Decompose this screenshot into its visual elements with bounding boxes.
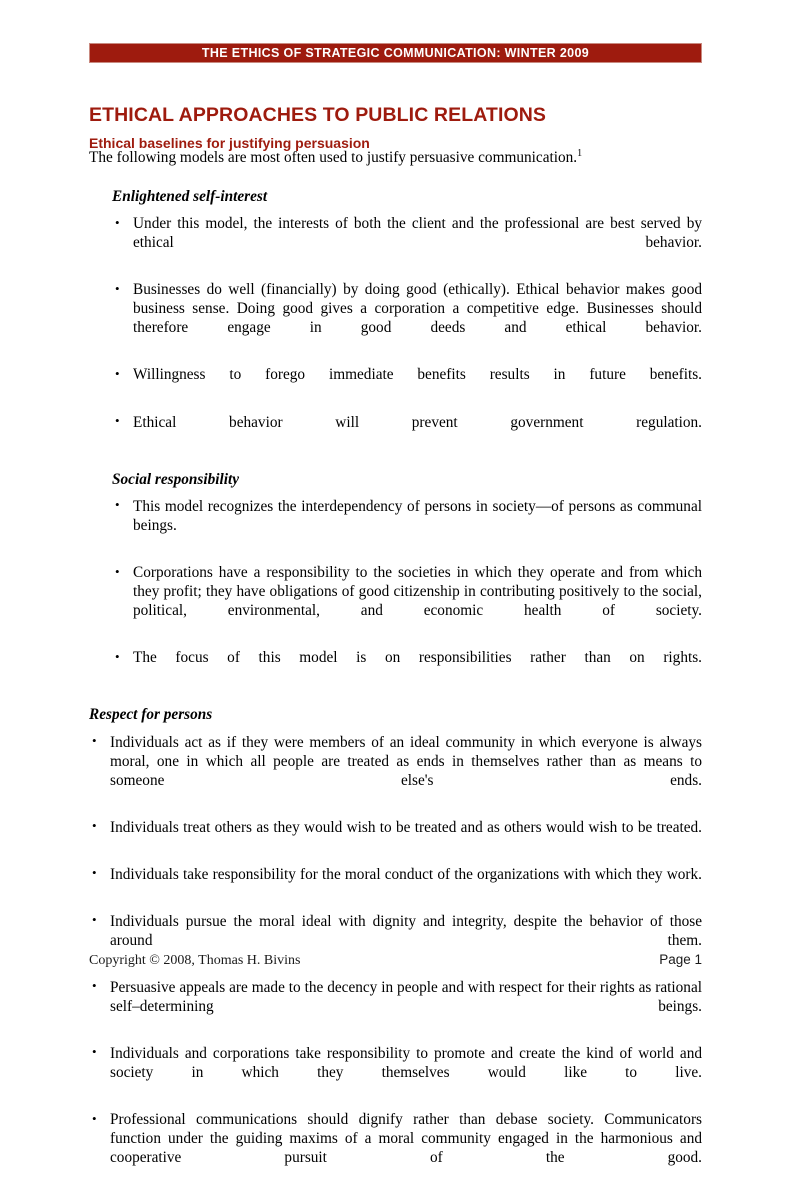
section: [89, 188, 702, 451]
list-item: • Individuals treat others as they would wish to be treated and as others would wish to be treated.: [89, 818, 702, 856]
list-item: • Willingness to forego immediate benefits results in future benefits.: [112, 365, 702, 403]
section-heading: Social responsibility: [112, 470, 240, 488]
list-item: • Professional communications should dignify rather than debase society. Communicators function under the guiding maxims of a moral community engaged in the harmonious and cooperative pursuit of the good.: [89, 1110, 702, 1186]
section-heading: Respect for persons: [89, 706, 213, 724]
list-item: • Individuals take responsibility for the moral conduct of the organizations with which they work.: [89, 865, 702, 903]
section: [89, 471, 702, 687]
bullet-list: [112, 497, 702, 686]
footnote-marker: 1: [577, 147, 583, 159]
list-item: • Individuals act as if they were members of an ideal community in which everyone is always moral, one in which all people are treated as ends in themselves rather than as means to someone else's ends.: [89, 733, 702, 809]
page-footer: [89, 952, 702, 969]
intro-paragraph: [89, 148, 702, 168]
list-item: • Ethical behavior will prevent government regulation.: [112, 413, 702, 451]
page-subtitle: Ethical baselines for justifying persuasion: [89, 134, 370, 151]
list-item: • Persuasive appeals are made to the decency in people and with respect for their rights as rational self–determining beings.: [89, 978, 702, 1035]
page-title: ETHICAL APPROACHES TO PUBLIC RELATIONS: [89, 104, 547, 127]
section-heading: Enlightened self-interest: [112, 187, 268, 205]
list-item: • The focus of this model is on responsibilities rather than on rights.: [112, 648, 702, 686]
intro-text: The following models are most often used to justify persuasive communication.: [89, 149, 578, 166]
list-item: • Under this model, the interests of both the client and the professional are best served by ethical behavior.: [112, 214, 702, 271]
sections-container: [89, 188, 702, 1186]
page-number: Page 1: [659, 952, 702, 967]
list-item: • Corporations have a responsibility to the societies in which they operate and from which they profit; they have obligations of good citizenship in contributing positively to the social, political, environmental, and economic health of society.: [112, 563, 702, 639]
list-item: • Businesses do well (financially) by doing good (ethically). Ethical behavior makes good business sense. Doing good gives a corporation a competitive edge. Businesses should therefore engage in good deeds and ethical behavior.: [112, 280, 702, 356]
bullet-list: [112, 214, 702, 450]
document-body: [89, 148, 702, 1186]
list-item: • Individuals and corporations take responsibility to promote and create the kind of world and society in which they themselves would like to live.: [89, 1044, 702, 1101]
list-item: • Individuals pursue the moral ideal with dignity and integrity, despite the behavior of those around them.: [89, 912, 702, 969]
copyright-notice: Copyright © 2008, Thomas H. Bivins: [89, 953, 301, 968]
list-item: • This model recognizes the interdependency of persons in society—of persons as communal beings.: [112, 497, 702, 554]
running-head-text: THE ETHICS OF STRATEGIC COMMUNICATION: WINTER 2009: [201, 45, 590, 60]
running-head-banner: [89, 43, 702, 63]
section: [89, 706, 702, 1186]
